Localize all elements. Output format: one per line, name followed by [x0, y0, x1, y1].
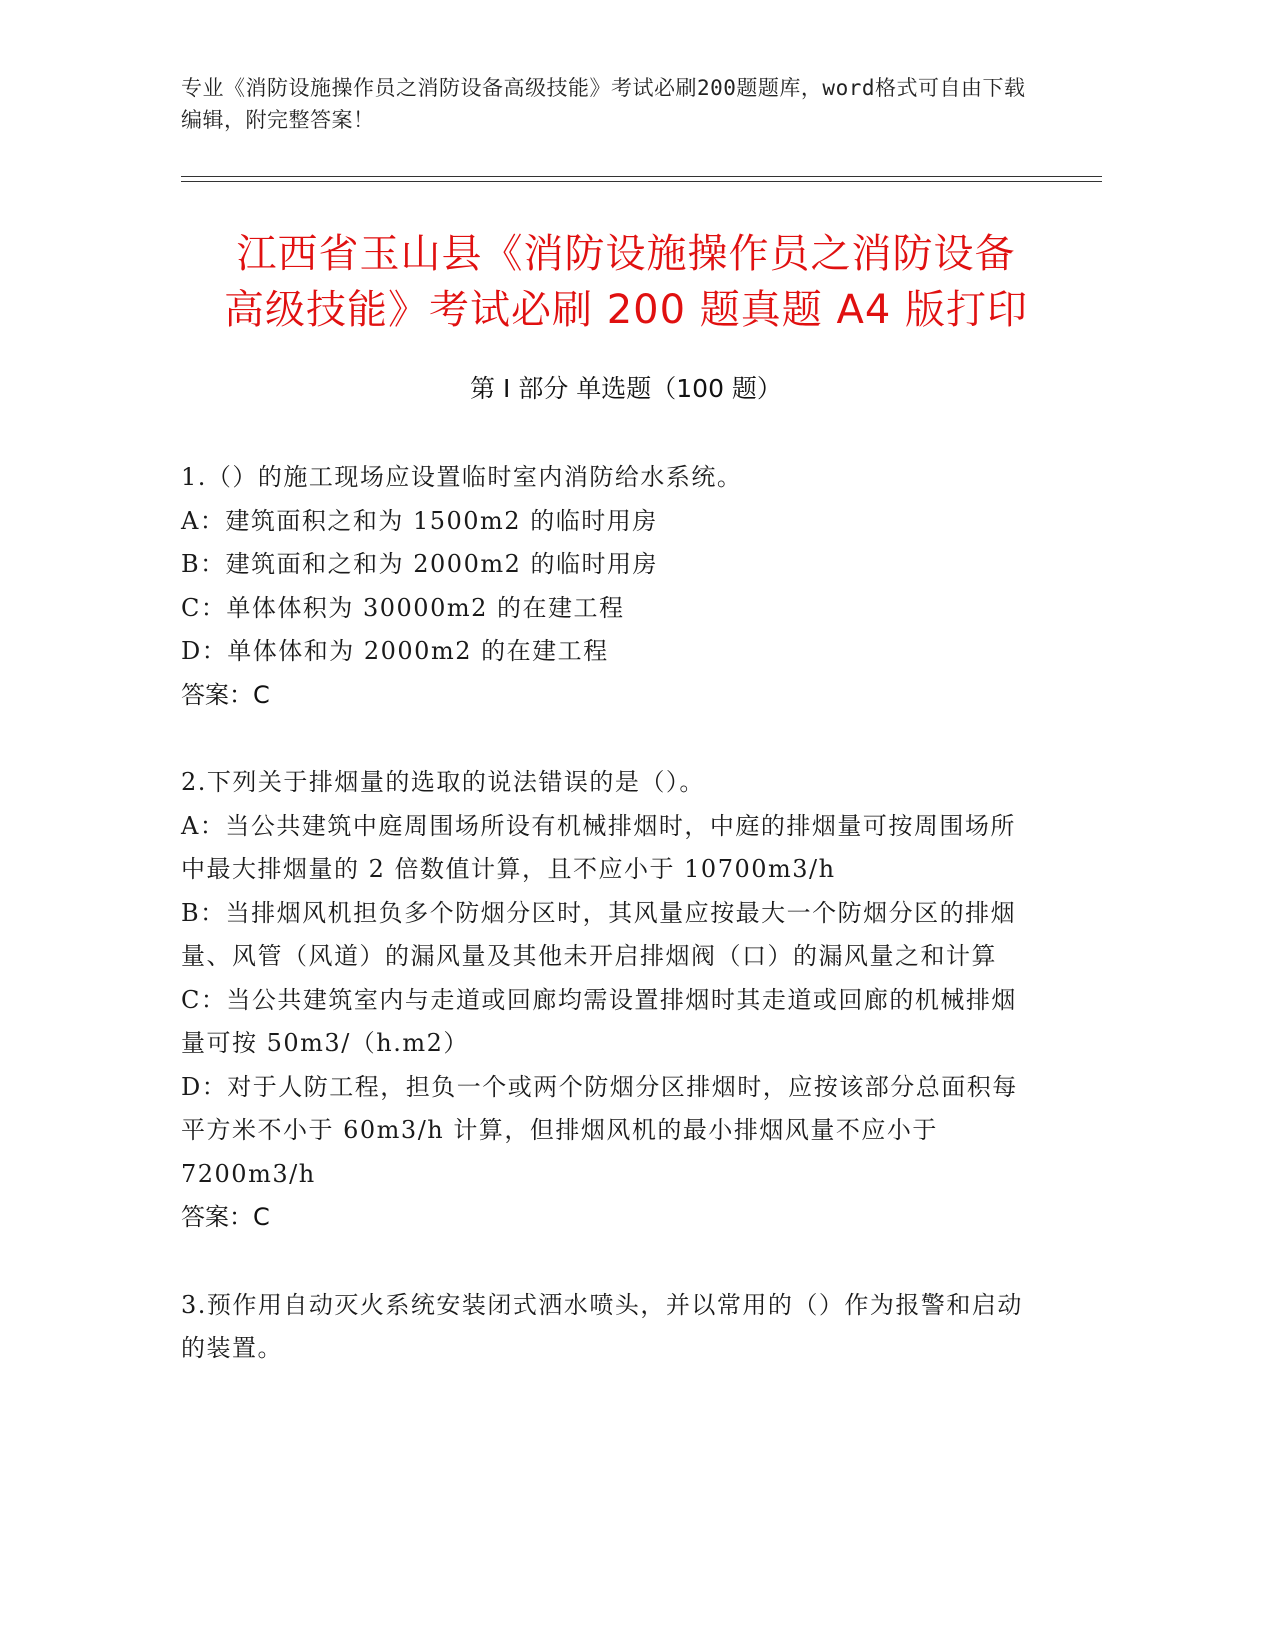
- option-d: D：对于人防工程，担负一个或两个防烟分区排烟时，应按该部分总面积每平方米不小于 60m3/h 计算，但排烟风机的最小排烟风量不应小于 7200m3/h: [181, 1072, 1018, 1188]
- header-divider-top: [181, 176, 1102, 177]
- section-title: 第 I 部分 单选题（100 题）: [470, 374, 782, 403]
- document-title-line-2: 高级技能》考试必刷 200 题真题 A4 版打印: [223, 287, 1029, 333]
- question-stem: 3.预作用自动灭火系统安装闭式洒水喷头，并以常用的（）作为报警和启动的装置。: [181, 1290, 1023, 1362]
- header-divider-bottom: [181, 181, 1102, 182]
- answer: 答案：C: [181, 680, 270, 709]
- option-b: B：当排烟风机担负多个防烟分区时，其风量应按最大一个防烟分区的排烟量、风管（风道）的漏风量及其他未开启排烟阀（口）的漏风量之和计算: [181, 898, 1017, 970]
- question-1: [181, 456, 1031, 717]
- question-2: [181, 761, 1031, 1240]
- option-c: C：当公共建筑室内与走道或回廊均需设置排烟时其走道或回廊的机械排烟量可按 50m3/（h.m2）: [181, 985, 1017, 1057]
- header-note: 专业《消防设施操作员之消防设备高级技能》考试必刷200题题库，word格式可自由下载编辑，附完整答案！: [181, 76, 1026, 132]
- option-c: C：单体体积为 30000m2 的在建工程: [181, 593, 625, 622]
- question-stem: 1.（）的施工现场应设置临时室内消防给水系统。: [181, 463, 743, 491]
- option-b: B：建筑面和之和为 2000m2 的临时用房: [181, 550, 658, 578]
- question-stem: 2.下列关于排烟量的选取的说法错误的是（）。: [181, 768, 705, 796]
- answer: 答案：C: [181, 1203, 270, 1231]
- option-a: A：建筑面积之和为 1500m2 的临时用房: [181, 506, 658, 535]
- document-title-line-1: 江西省玉山县《消防设施操作员之消防设备: [236, 231, 1016, 277]
- option-d: D：单体体和为 2000m2 的在建工程: [181, 637, 609, 665]
- question-list: [181, 456, 1031, 1415]
- document-title: [181, 226, 1071, 338]
- question-3: [181, 1284, 1031, 1371]
- option-a: A：当公共建筑中庭周围场所设有机械排烟时，中庭的排烟量可按周围场所中最大排烟量的 2 倍数值计算，且不应小于 10700m3/h: [181, 811, 1016, 883]
